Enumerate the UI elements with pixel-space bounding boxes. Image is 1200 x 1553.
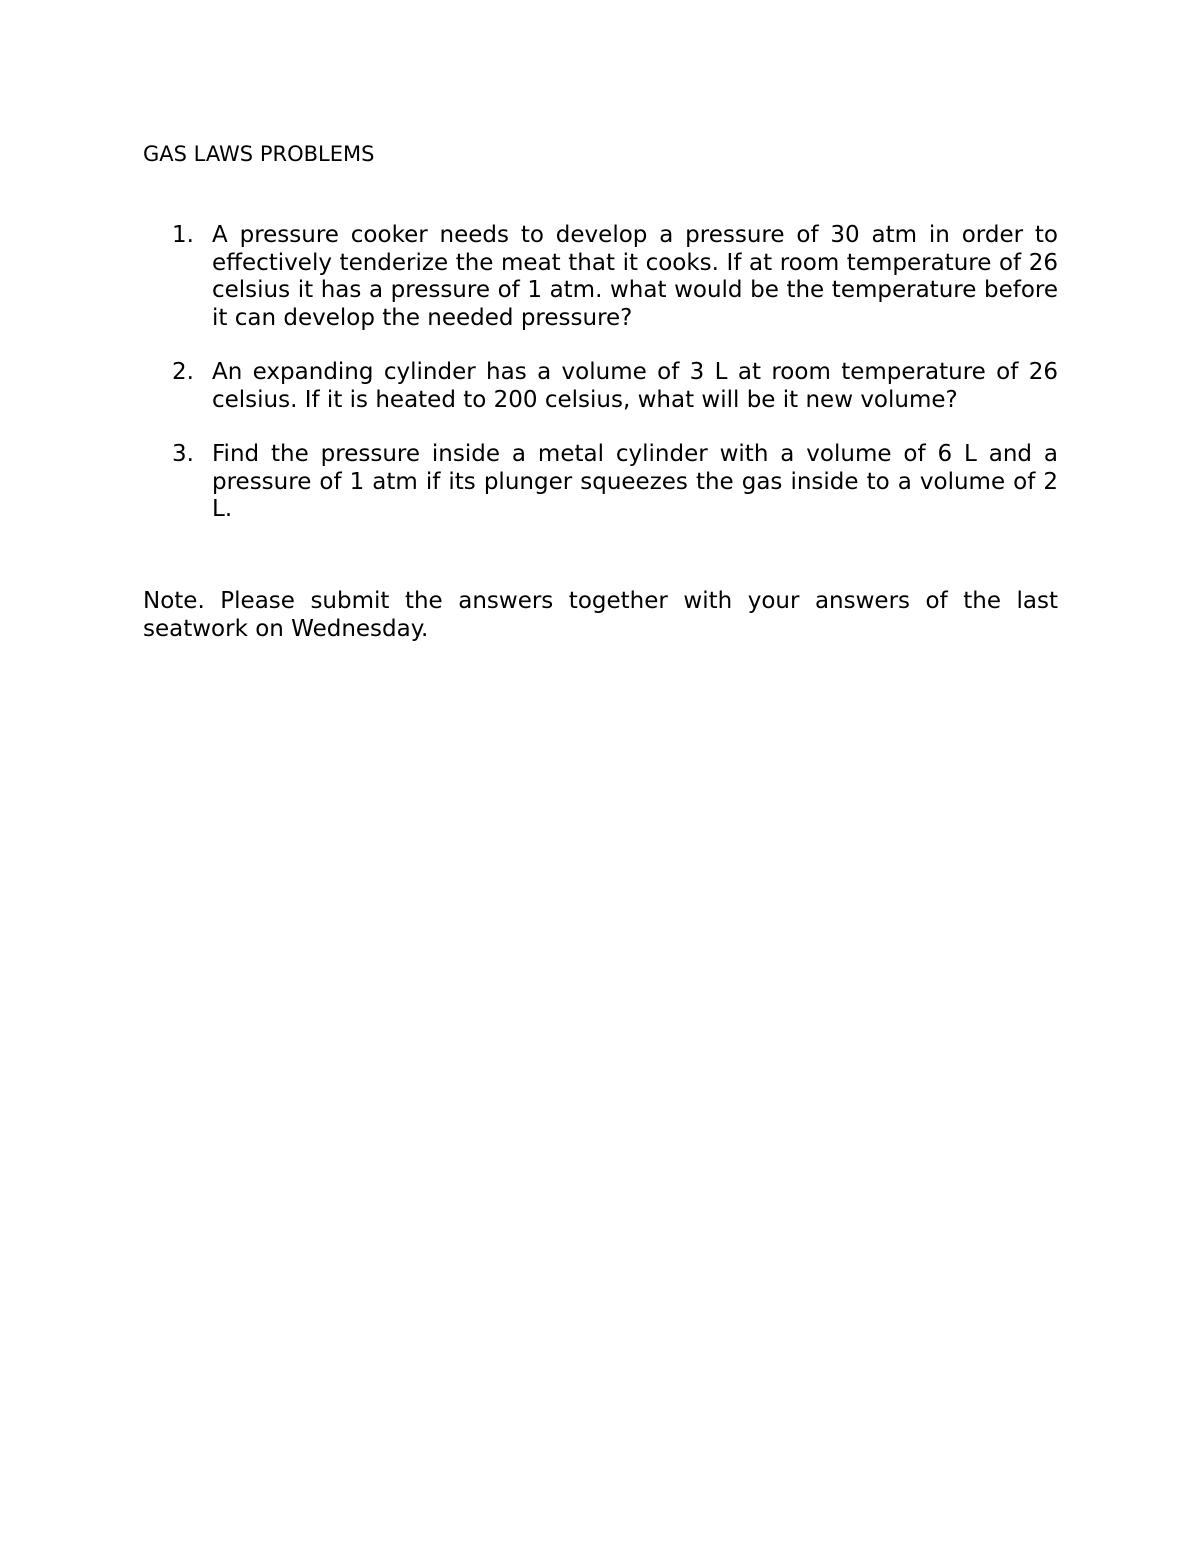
- problem-list: [143, 222, 1058, 524]
- problem-number: 2.: [172, 359, 194, 385]
- problem-text: Find the pressure inside a metal cylinder with a volume of 6 L and a pressure of 1 atm if its plunger squeezes the gas inside to a volume of 2 L.: [212, 441, 1058, 522]
- problem-text: A pressure cooker needs to develop a pressure of 30 atm in order to effectively tenderize the meat that it cooks. If at room temperature of 26 celsius it has a pressure of 1 atm. what would be the temperature before it can develop the needed pressure?: [212, 222, 1058, 331]
- problem-item-1: [143, 222, 1058, 332]
- document-page: [143, 140, 1058, 643]
- problem-number: 1.: [172, 222, 194, 248]
- document-title: GAS LAWS PROBLEMS: [143, 142, 375, 166]
- problem-number: 3.: [172, 441, 194, 467]
- problem-item-2: [143, 359, 1058, 414]
- problem-text: An expanding cylinder has a volume of 3 L at room temperature of 26 celsius. If it is heated to 200 celsius, what will be it new volume?: [212, 359, 1058, 413]
- submission-note: Note. Please submit the answers together with your answers of the last seatwork on Wednesday.: [143, 587, 1058, 642]
- problem-item-3: [143, 441, 1058, 524]
